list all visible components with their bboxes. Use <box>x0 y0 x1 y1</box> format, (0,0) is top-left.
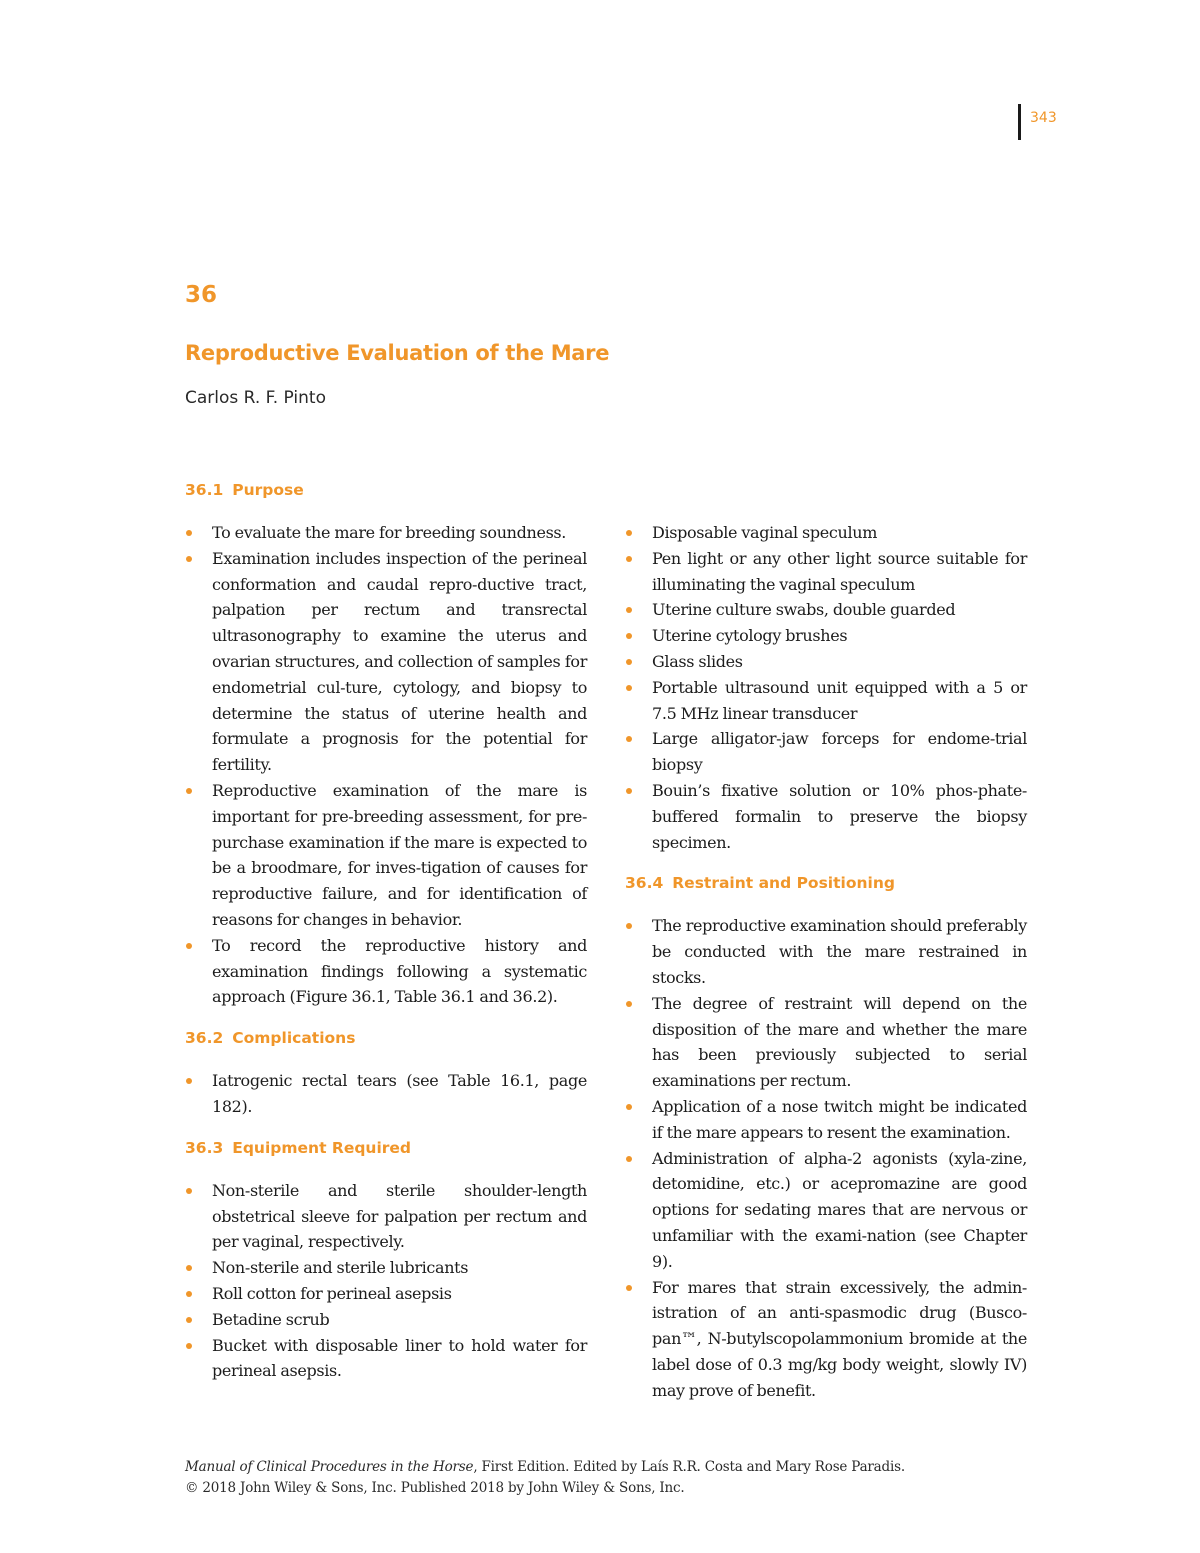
bullet-icon <box>186 1078 192 1084</box>
page-footer <box>185 1457 905 1499</box>
chapter-title: Reproductive Evaluation of the Mare <box>185 341 610 365</box>
list-item: For mares that strain excessively, the admin-istration of an anti-spasmodic drug (Busco-pan™, N-butylscopolammonium bromide at the label dose of 0.3 mg/kg body weight, slowly IV) may prove of benefit. <box>625 1275 1027 1404</box>
section-number: 36.1 <box>185 481 224 499</box>
bullet-icon <box>186 530 192 536</box>
section-equipment-continued <box>625 520 1027 855</box>
section-equipment <box>185 1136 587 1384</box>
list-item: Non-sterile and sterile shoulder-length obstetrical sleeve for palpation per rectum and per vaginal, respectively. <box>185 1178 587 1255</box>
list-item: Examination includes inspection of the perineal conformation and caudal repro-ductive tract, palpation per rectum and transrectal ultrasonography to examine the uterus and ovarian structures, and collection of samples for endometrial cul-ture, cytology, and biopsy to determine the status of uterine health and formulate a prognosis for the potential for fertility. <box>185 546 587 778</box>
list-item: Bouin’s fixative solution or 10% phos-phate-buffered formalin to preserve the biopsy specimen. <box>625 778 1027 855</box>
restraint-list <box>625 913 1027 1403</box>
chapter-number: 36 <box>185 282 218 308</box>
bullet-icon <box>186 1265 192 1271</box>
section-number: 36.4 <box>625 874 664 893</box>
left-column <box>185 478 587 1400</box>
footer-citation <box>185 1457 905 1478</box>
bullet-icon <box>186 943 192 949</box>
section-title: Equipment Required <box>232 1138 412 1157</box>
list-item: Glass slides <box>625 649 1027 675</box>
section-title: Purpose <box>232 481 304 499</box>
bullet-icon <box>626 633 632 639</box>
list-item: To evaluate the mare for breeding soundness. <box>185 520 587 546</box>
bullet-icon <box>626 685 632 691</box>
bullet-icon <box>626 659 632 665</box>
section-purpose <box>185 478 587 1010</box>
section-number: 36.2 <box>185 1029 224 1048</box>
list-item: The reproductive examination should preferably be conducted with the mare restrained in stocks. <box>625 913 1027 990</box>
list-item: Disposable vaginal speculum <box>625 520 1027 546</box>
equipment-list-right <box>625 520 1027 855</box>
list-item: Uterine cytology brushes <box>625 623 1027 649</box>
bullet-icon <box>626 736 632 742</box>
bullet-icon <box>626 556 632 562</box>
footer-edition: , First Edition. Edited by Laís R.R. Costa and Mary Rose Paradis. <box>473 1459 905 1475</box>
list-item: The degree of restraint will depend on the disposition of the mare and whether the mare has been previously subjected to serial examinations per rectum. <box>625 991 1027 1094</box>
list-item: Administration of alpha-2 agonists (xyla-zine, detomidine, etc.) or acepromazine are good options for sedating mares that are nervous or unfamiliar with the exami-nation (see Chapter 9). <box>625 1146 1027 1275</box>
bullet-icon <box>626 530 632 536</box>
footer-book-title: Manual of Clinical Procedures in the Horse <box>185 1459 474 1475</box>
purpose-list <box>185 520 587 1010</box>
bullet-icon <box>186 1291 192 1297</box>
section-title: Complications <box>232 1029 356 1048</box>
section-title: Restraint and Positioning <box>672 874 895 893</box>
bullet-icon <box>626 788 632 794</box>
bullet-icon <box>626 923 632 929</box>
bullet-icon <box>186 788 192 794</box>
list-item: Iatrogenic rectal tears (see Table 16.1, page 182). <box>185 1068 587 1120</box>
page-marker-bar <box>1018 104 1021 140</box>
list-item: Reproductive examination of the mare is important for pre-breeding assessment, for pre-purchase examination if the mare is expected to be a broodmare, for inves-tigation of causes for reproductive failure, and for identification of reasons for changes in behavior. <box>185 778 587 933</box>
bullet-icon <box>626 607 632 613</box>
list-item: Roll cotton for perineal asepsis <box>185 1281 587 1307</box>
bullet-icon <box>626 1285 632 1291</box>
section-heading-complications <box>185 1026 587 1050</box>
bullet-icon <box>186 556 192 562</box>
page-number: 343 <box>1030 110 1057 126</box>
complications-list <box>185 1068 587 1120</box>
bullet-icon <box>186 1317 192 1323</box>
section-complications <box>185 1026 587 1120</box>
section-heading-purpose <box>185 478 587 502</box>
list-item: Betadine scrub <box>185 1307 587 1333</box>
bullet-icon <box>186 1188 192 1194</box>
bullet-icon <box>626 1104 632 1110</box>
list-item: Uterine culture swabs, double guarded <box>625 597 1027 623</box>
bullet-icon <box>186 1343 192 1349</box>
list-item: Portable ultrasound unit equipped with a 5 or 7.5 MHz linear transducer <box>625 675 1027 727</box>
list-item: Pen light or any other light source suitable for illuminating the vaginal speculum <box>625 546 1027 598</box>
section-heading-equipment <box>185 1136 587 1160</box>
bullet-icon <box>626 1001 632 1007</box>
list-item: Bucket with disposable liner to hold water for perineal asepsis. <box>185 1333 587 1385</box>
list-item: Non-sterile and sterile lubricants <box>185 1255 587 1281</box>
right-column <box>625 520 1027 1420</box>
section-number: 36.3 <box>185 1138 224 1157</box>
list-item: To record the reproductive history and examination findings following a systematic approach (Figure 36.1, Table 36.1 and 36.2). <box>185 933 587 1010</box>
bullet-icon <box>626 1156 632 1162</box>
footer-copyright: © 2018 John Wiley & Sons, Inc. Published 2018 by John Wiley & Sons, Inc. <box>185 1480 685 1496</box>
list-item: Application of a nose twitch might be indicated if the mare appears to resent the examination. <box>625 1094 1027 1146</box>
list-item: Large alligator-jaw forceps for endome-trial biopsy <box>625 726 1027 778</box>
chapter-author: Carlos R. F. Pinto <box>185 388 326 408</box>
section-heading-restraint <box>625 871 1027 895</box>
equipment-list-left <box>185 1178 587 1384</box>
section-restraint <box>625 871 1027 1403</box>
